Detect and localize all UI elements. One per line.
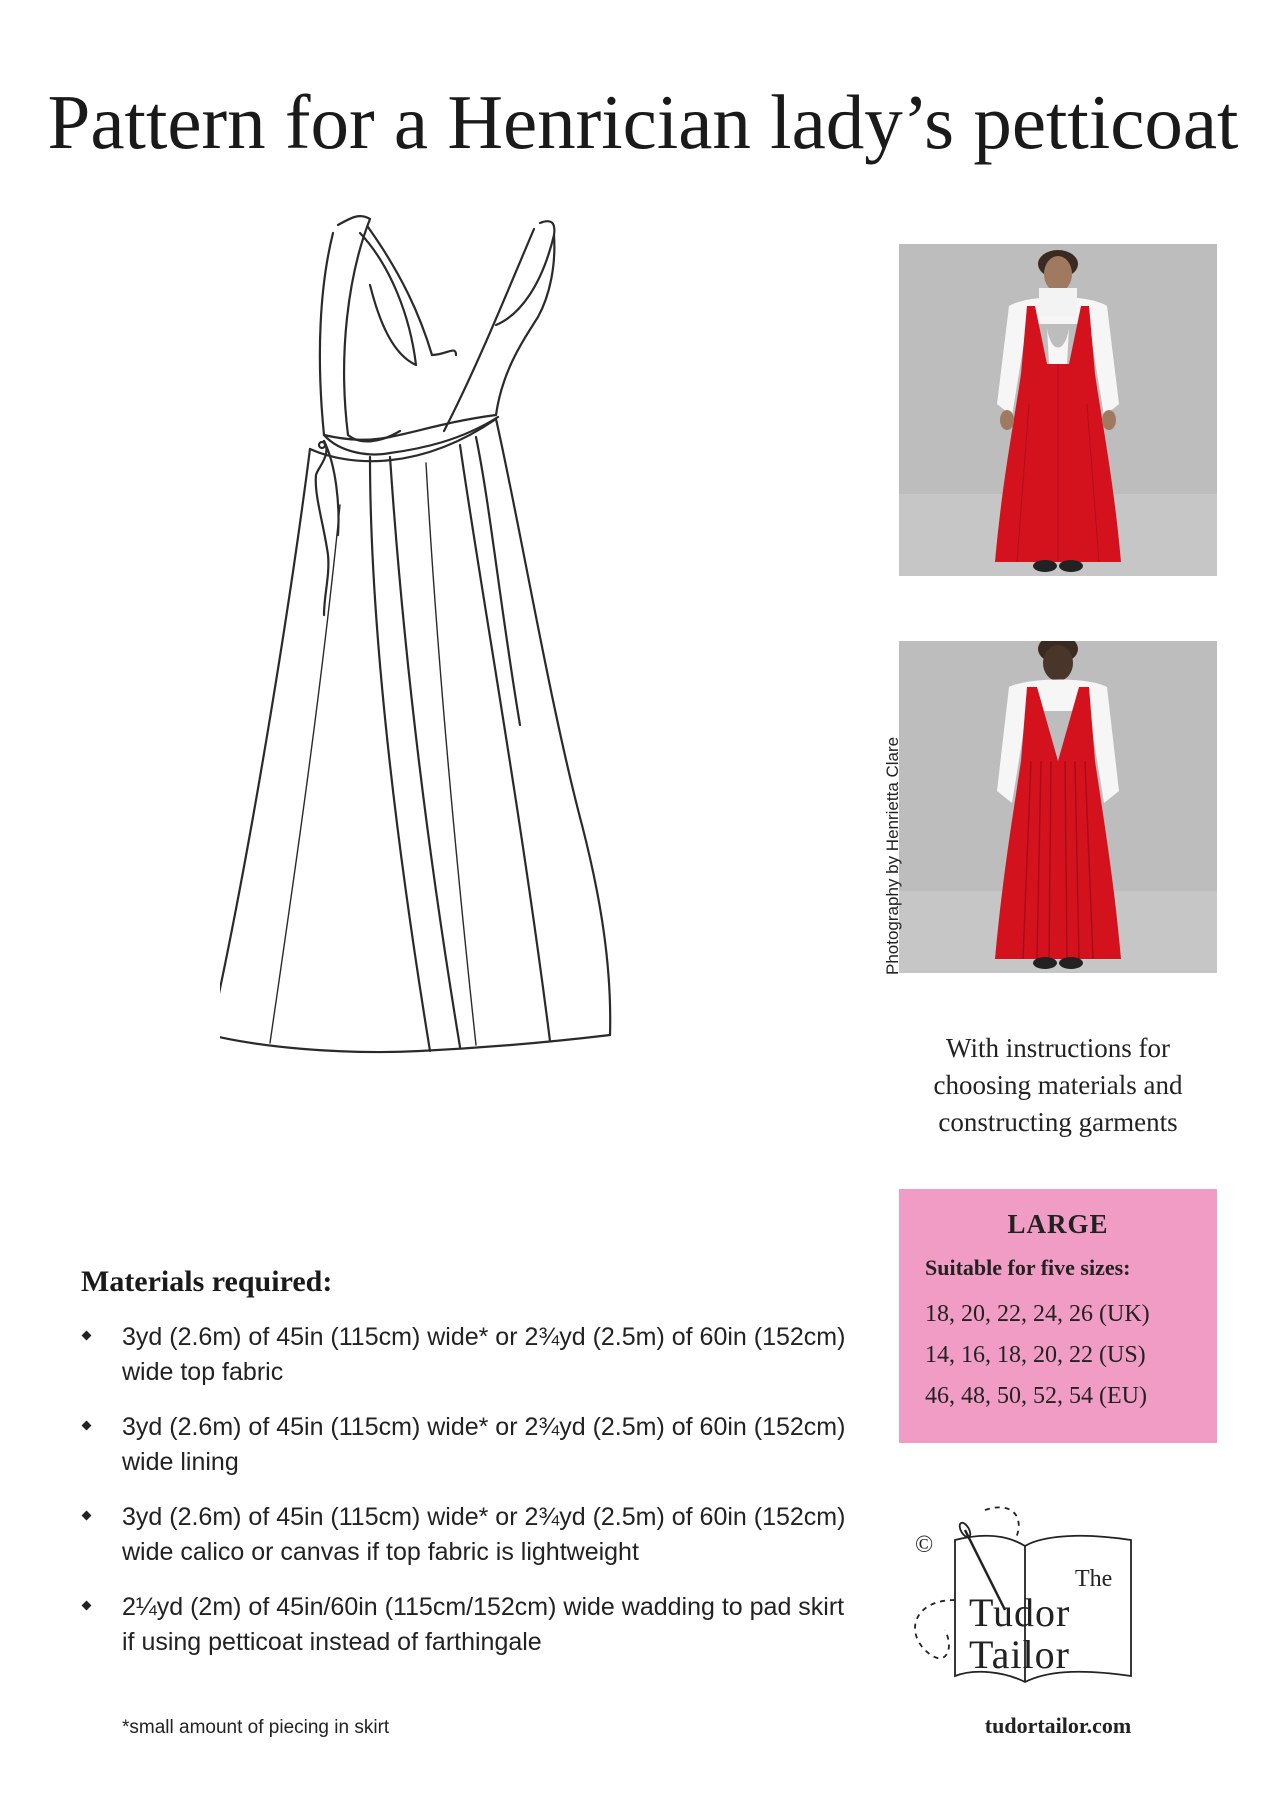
materials-heading: Materials required:: [81, 1265, 333, 1298]
list-item: [78, 1320, 858, 1390]
logo-the: The: [1075, 1566, 1113, 1592]
logo-word-1: Tudor: [969, 1590, 1071, 1635]
material-text: 2¼yd (2m) of 45in/60in (115cm/152cm) wide wadding to pad skirt if using petticoat instead of farthingale: [122, 1593, 845, 1656]
tudor-tailor-logo: [895, 1500, 1155, 1700]
photo-front-view: [899, 244, 1217, 576]
photo-credit: Photography by Henrietta Clare: [883, 736, 902, 975]
footnote: *small amount of piecing in skirt: [122, 1717, 390, 1738]
materials-list: [78, 1320, 858, 1680]
website-url: tudortailor.com: [984, 1713, 1132, 1738]
list-item: [78, 1500, 858, 1570]
petticoat-sketch: [220, 205, 700, 1235]
size-title: LARGE: [1007, 1209, 1109, 1239]
size-suitable-label: Suitable for five sizes:: [925, 1255, 1131, 1280]
bullet-icon: [82, 1601, 92, 1611]
size-row-us: 14, 16, 18, 20, 22 (US): [925, 1342, 1146, 1368]
material-text: 3yd (2.6m) of 45in (115cm) wide* or 2¾yd (2.5m) of 60in (152cm) wide calico or canvas if top fabric is lightweight: [122, 1503, 846, 1566]
list-item: [78, 1410, 858, 1480]
list-item: [78, 1590, 858, 1660]
material-text: 3yd (2.6m) of 45in (115cm) wide* or 2¾yd (2.5m) of 60in (152cm) wide lining: [122, 1413, 846, 1476]
bullet-icon: [82, 1331, 92, 1341]
blurb-line: choosing materials and: [933, 1070, 1183, 1100]
bullet-icon: [82, 1421, 92, 1431]
size-row-uk: 18, 20, 22, 24, 26 (UK): [925, 1301, 1150, 1327]
photo-back-view: [899, 641, 1217, 973]
instructions-blurb: [880, 1030, 1236, 1141]
logo-word-2: Tailor: [969, 1632, 1070, 1677]
copyright-mark: ©: [915, 1532, 934, 1558]
bullet-icon: [82, 1511, 92, 1521]
material-text: 3yd (2.6m) of 45in (115cm) wide* or 2¾yd (2.5m) of 60in (152cm) wide top fabric: [122, 1323, 846, 1386]
size-box: [899, 1189, 1217, 1443]
blurb-line: constructing garments: [938, 1107, 1178, 1137]
blurb-line: With instructions for: [946, 1033, 1170, 1063]
size-row-eu: 46, 48, 50, 52, 54 (EU): [925, 1383, 1147, 1409]
page-title: Pattern for a Henrician lady’s petticoat: [47, 79, 1239, 165]
